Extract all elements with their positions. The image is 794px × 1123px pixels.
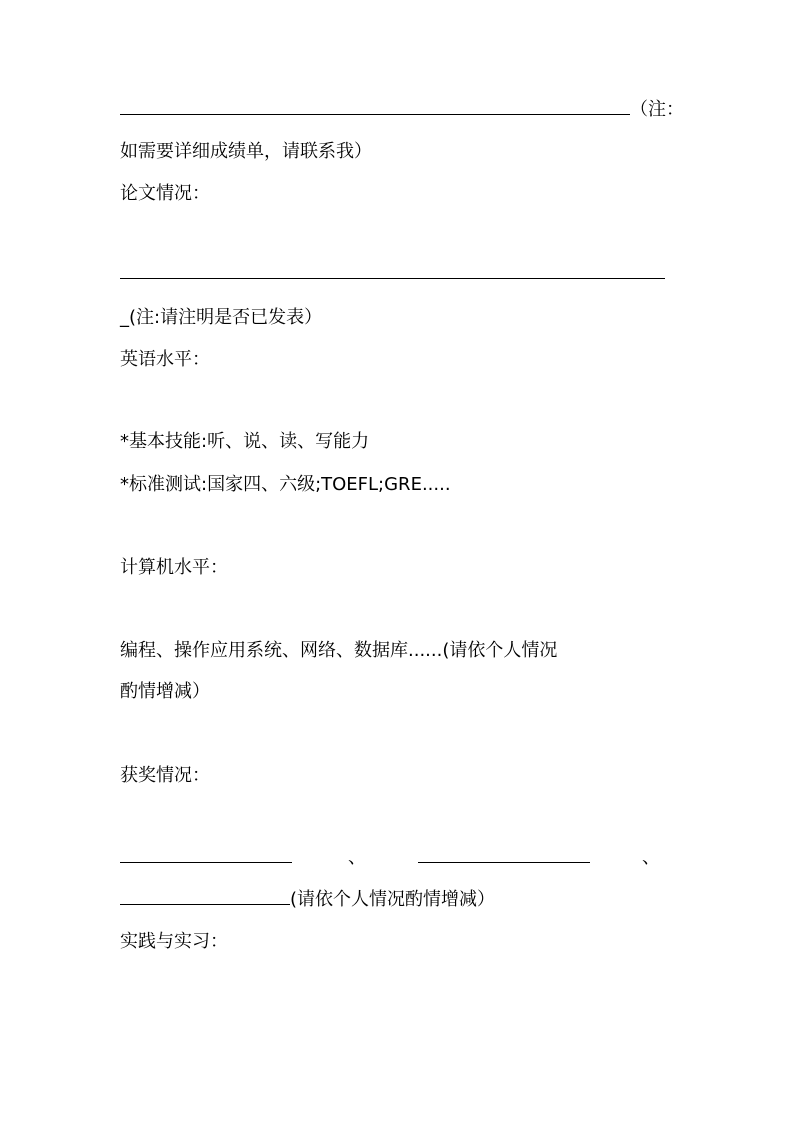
thesis-note: _(注:请注明是否已发表）	[120, 307, 323, 328]
awards-label: 获奖情况：	[120, 765, 210, 786]
awards-blank-line	[120, 846, 675, 870]
practice-label: 实践与实习：	[120, 931, 228, 952]
blank-underline	[418, 846, 590, 863]
transcript-note-line: 如需要详细成绩单，请联系我）	[120, 141, 372, 162]
awards-note-line	[120, 888, 495, 912]
computer-skills-line: 编程、操作应用系统、网络、数据库......(请依个人情况	[120, 640, 558, 661]
thesis-blank-line	[120, 262, 665, 286]
thesis-label: 论文情况：	[120, 183, 210, 204]
english-standard-tests: *标准测试:国家四、六级;TOEFL;GRE.....	[120, 474, 451, 495]
english-basic-skills: *基本技能:听、说、读、写能力	[120, 431, 370, 452]
awards-separator: 、	[642, 847, 660, 868]
transcript-note-start: （注：	[630, 99, 684, 120]
blank-underline	[120, 888, 290, 905]
blank-underline	[120, 846, 292, 863]
computer-label: 计算机水平：	[120, 557, 228, 578]
computer-skills-line-cont: 酌情增减）	[120, 681, 210, 702]
blank-underline	[120, 262, 665, 279]
transcript-blank-line	[120, 98, 684, 122]
blank-underline	[120, 98, 630, 115]
awards-separator: 、	[348, 847, 366, 868]
english-label: 英语水平：	[120, 349, 210, 370]
awards-note: (请依个人情况酌情增减）	[290, 889, 496, 910]
